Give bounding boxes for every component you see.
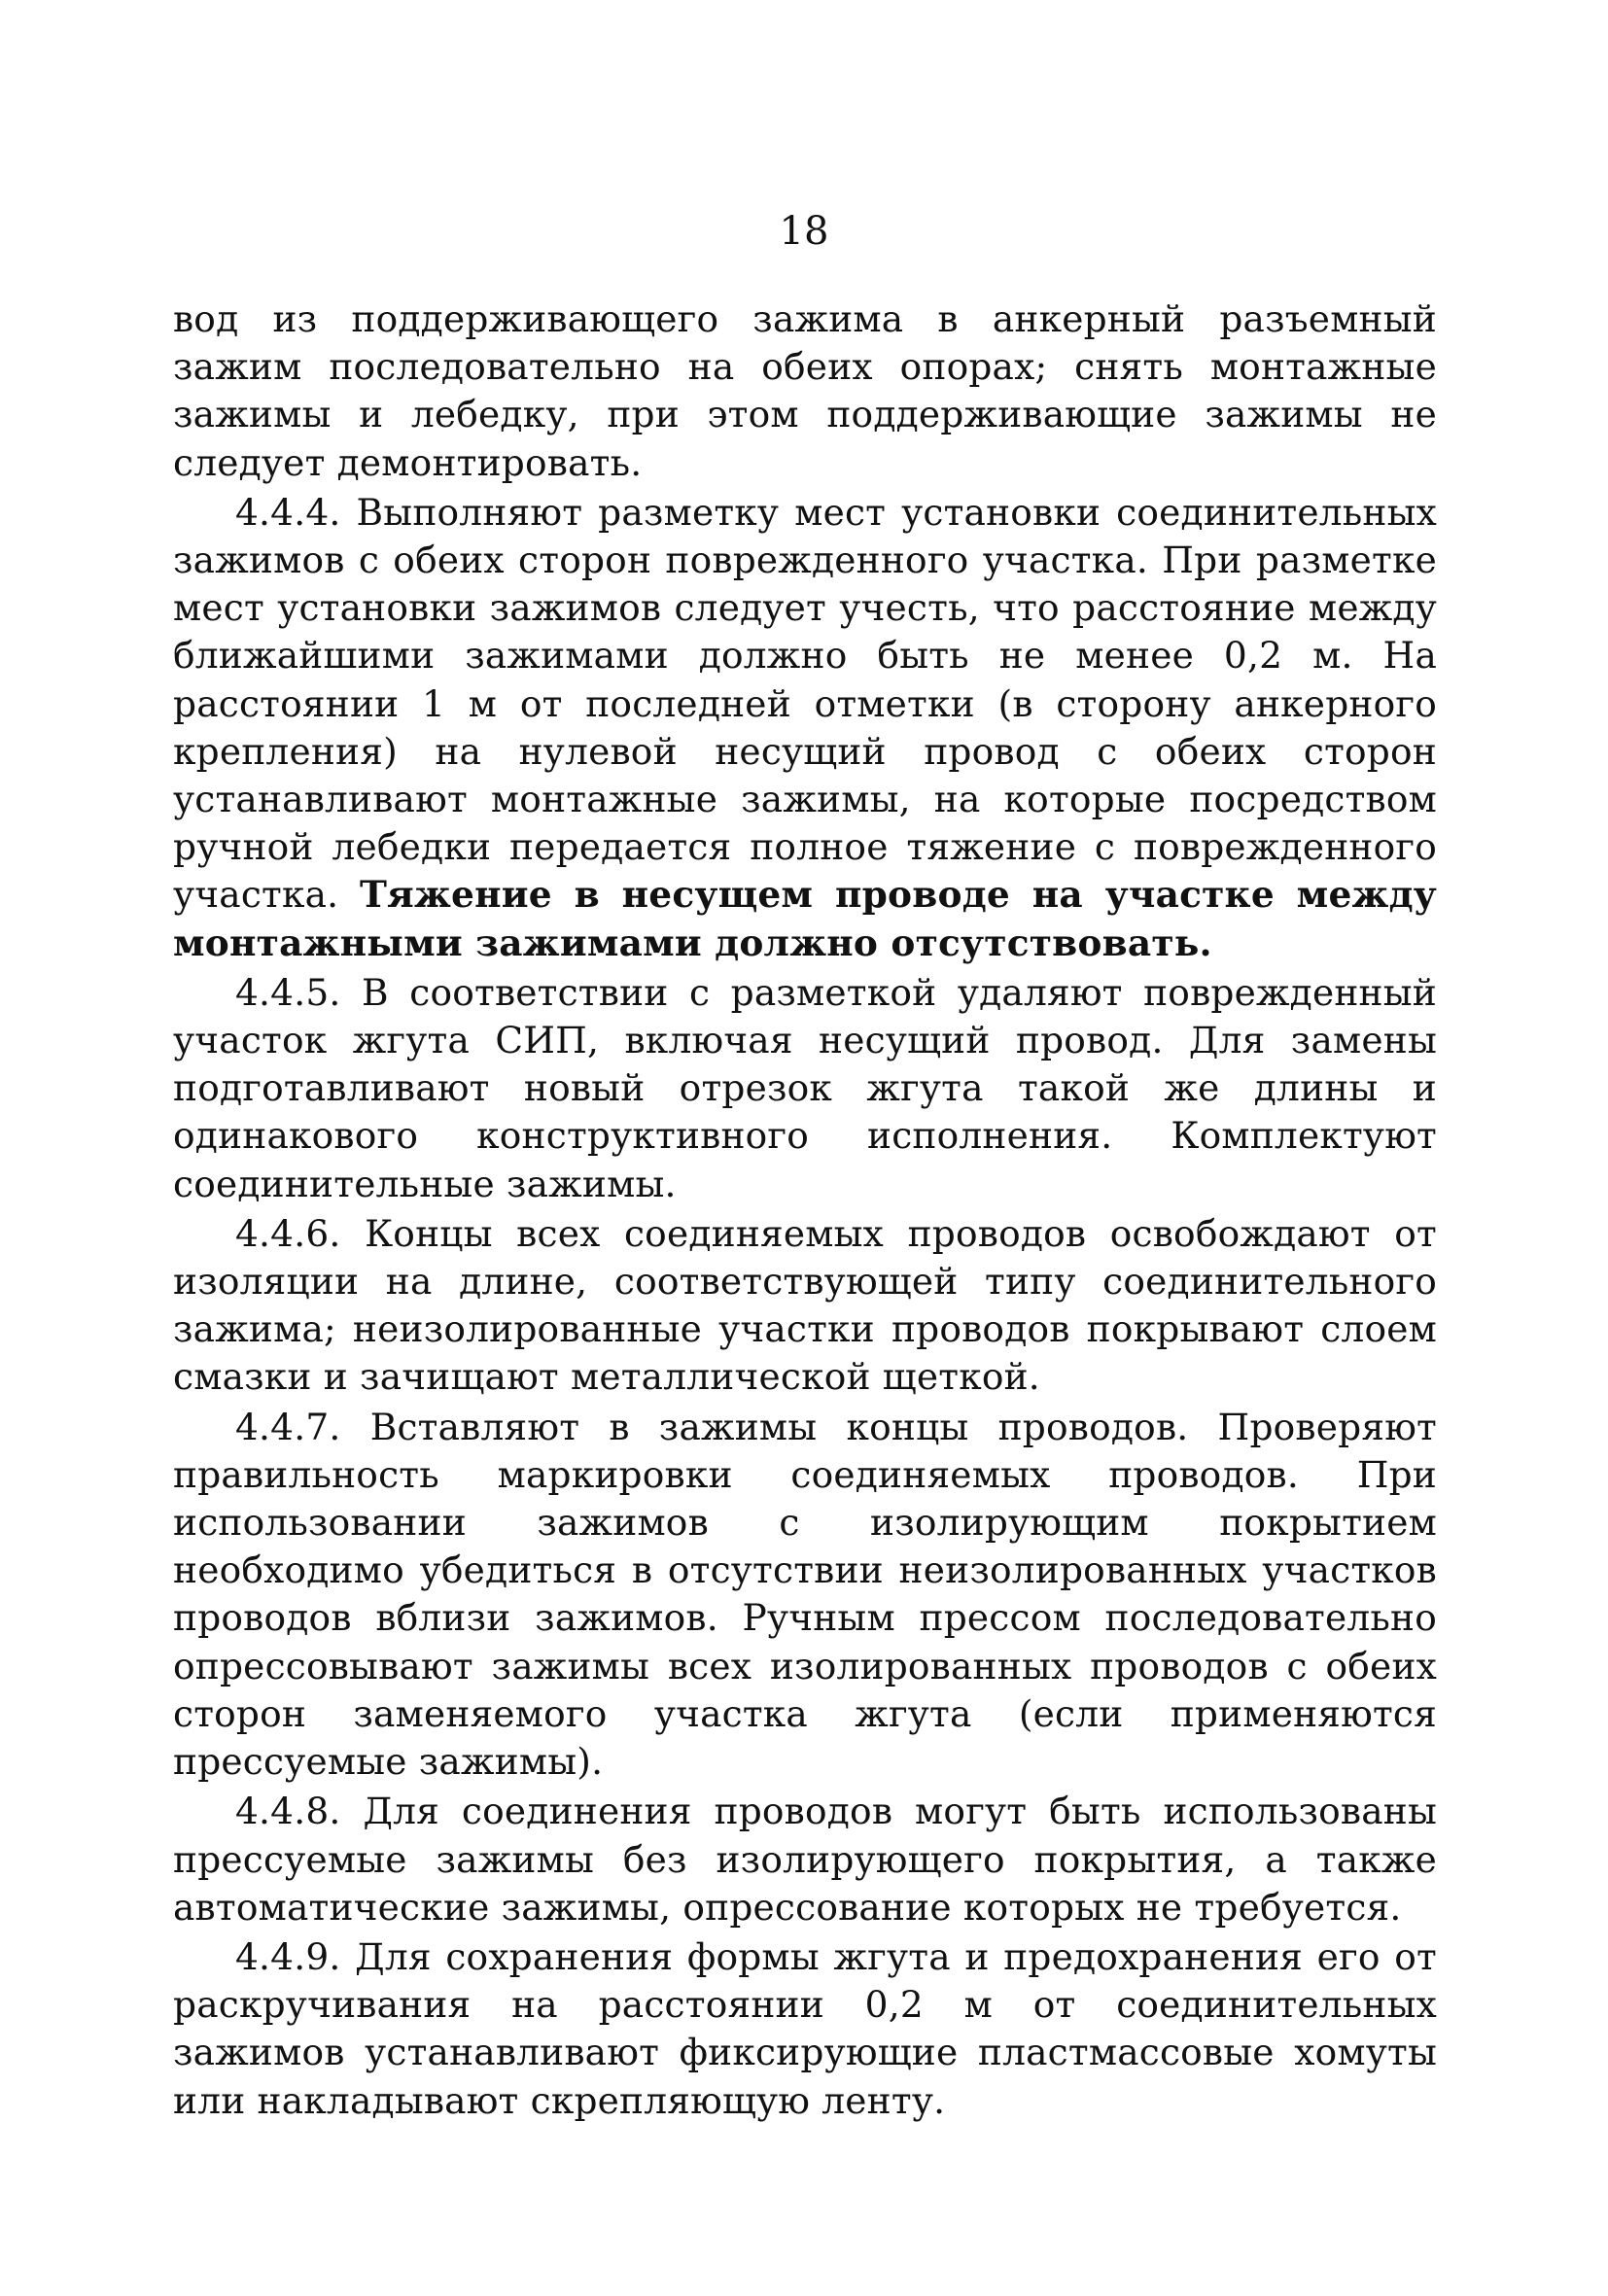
paragraph-4-4-4 [173,489,1437,967]
paragraph-text: 4.4.9. Для сохранения формы жгута и предохранения его от раскручивания на расстоянии 0,2 м от соединительных зажимов устанавливают фиксирующие пластмассовые хомуты или накладывают скрепляющую ленту. [173,1934,1437,2122]
paragraph-text: 4.4.4. Выполняют разметку мест установки соединительных зажимов с обеих сторон поврежденного участка. При разметке мест установки зажимов следует учесть, что расстояние между ближайшими зажимами должно быть не менее 0,2 м. На расстоянии 1 м от последней отметки (в сторону анкерного крепления) на нулевой несущий провод с обеих сторон устанавливают монтажные зажимы, на которые посредством ручной лебедки передается полное тяжение с поврежденного участка. [173,490,1437,917]
paragraph-4-4-6 [173,1210,1437,1402]
paragraph-continuation [173,296,1437,487]
paragraph-text: 4.4.7. Вставляют в зажимы концы проводов. Проверяют правильность маркировки соединяемых проводов. При использовании зажимов с изолирующим покрытием необходимо убедиться в отсутствии неизолированных участков проводов вблизи зажимов. Ручным прессом последовательно опрессовывают зажимы всех изолированных проводов с обеих сторон заменяемого участка жгута (если применяются прессуемые зажимы). [173,1405,1437,1784]
paragraph-4-4-7 [173,1404,1437,1787]
document-body [173,296,1437,2127]
paragraph-text: вод из поддерживающего зажима в анкерный разъемный зажим последовательно на обеих опорах; снять монтажные зажимы и лебедку, при этом поддерживающие зажимы не следует демонтировать. [173,297,1437,484]
page-number: 18 [779,209,829,254]
paragraph-text: 4.4.5. В соответствии с разметкой удаляют поврежденный участок жгута СИП, включая несущий провод. Для замены подготавливают новый отрезок жгута такой же длины и одинакового конструктивного исполнения. Комплектуют соединительные зажимы. [173,970,1437,1205]
bold-emphasis: Тяжение в несущем проводе на участке между монтажными зажимами должно отсутствовать. [173,873,1437,964]
paragraph-text: 4.4.8. Для соединения проводов могут быть использованы прессуемые зажимы без изолирующего покрытия, а также автоматические зажимы, опрессование которых не требуется. [173,1790,1437,1929]
paragraph-4-4-8 [173,1788,1437,1931]
paragraph-4-4-9 [173,1933,1437,2125]
paragraph-text: 4.4.6. Концы всех соединяемых проводов освобождают от изоляции на длине, соответствующей типу соединительного зажима; неизолированные участки проводов покрывают слоем смазки и зачищают металлической щеткой. [173,1211,1437,1399]
paragraph-4-4-5 [173,969,1437,1208]
